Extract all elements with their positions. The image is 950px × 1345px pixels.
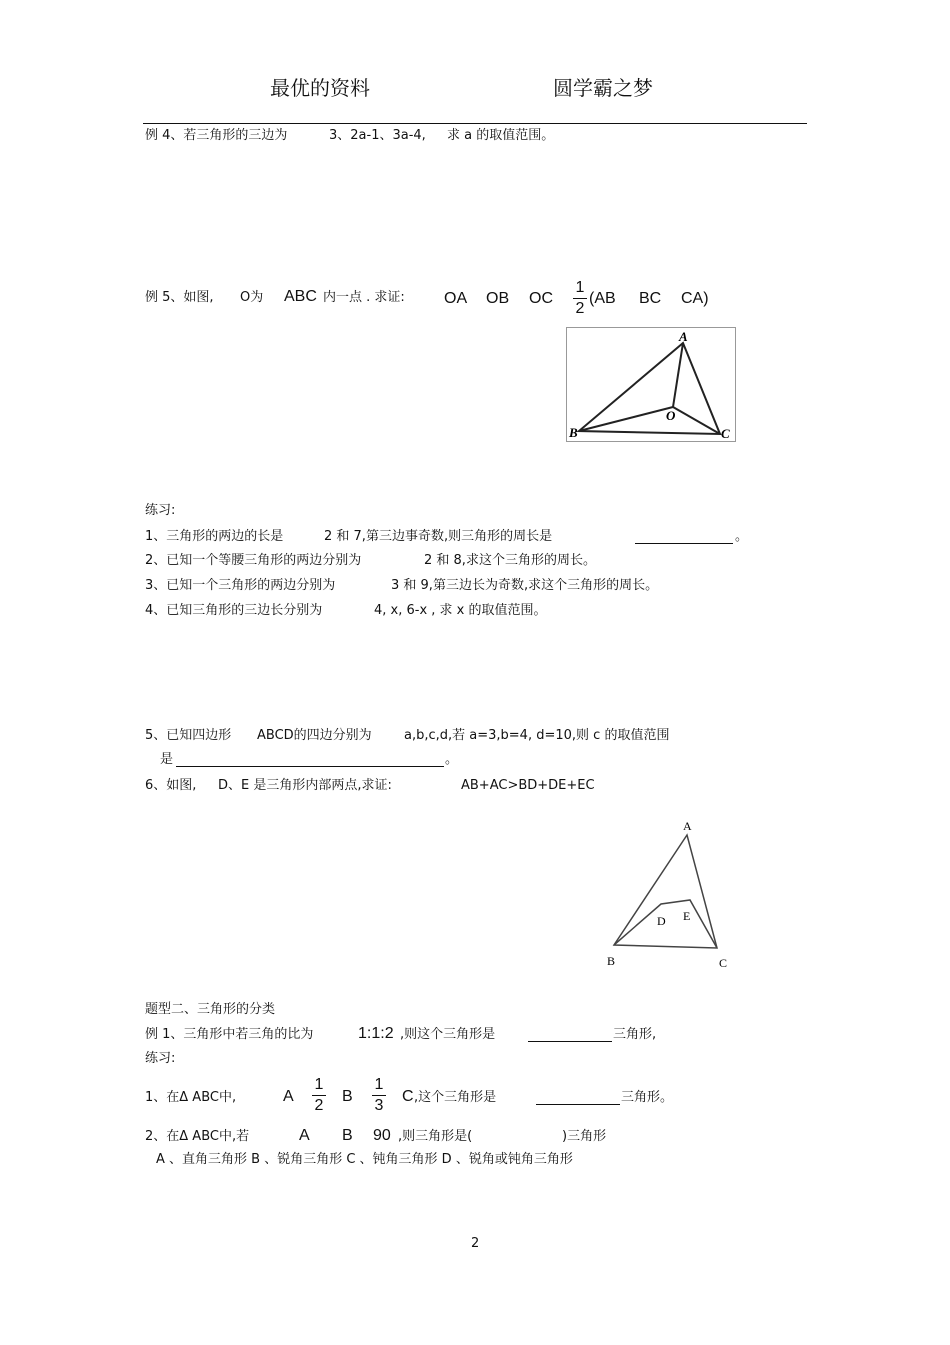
section2-q2-angle-a: A bbox=[299, 1127, 310, 1144]
section2-ex1-a: 例 1、三角形中若三角的比为 bbox=[145, 1027, 314, 1042]
triangle-abc bbox=[579, 343, 720, 434]
section2-title: 题型二、三角形的分类 bbox=[145, 1002, 276, 1017]
ex5-ca: CA) bbox=[681, 290, 709, 307]
practice-5-b: ABCD的四边分别为 bbox=[257, 728, 372, 743]
practice-5-blank bbox=[176, 766, 444, 767]
ex5-mid: 内一点 . 求证: bbox=[323, 290, 405, 305]
ex5-abc: ABC bbox=[284, 288, 317, 305]
section2-ex1-ratio: 1:1:2 bbox=[358, 1025, 394, 1042]
q1-frac2-num: 1 bbox=[374, 1076, 384, 1093]
section2-q1-blank bbox=[536, 1104, 620, 1105]
q1-frac2-den: 3 bbox=[374, 1097, 384, 1114]
header-right: 圆学霸之梦 bbox=[553, 76, 653, 100]
ex4-values: 3、2a-1、3a-4, bbox=[329, 128, 426, 143]
ex5-ob: OB bbox=[486, 290, 510, 307]
section2-q1-angle-a: A bbox=[283, 1088, 294, 1105]
ex4-prefix: 例 4、若三角形的三边为 bbox=[145, 128, 288, 143]
section2-q1-fraction-2 bbox=[372, 1076, 386, 1115]
label-a-2: A bbox=[683, 819, 692, 833]
practice-title: 练习: bbox=[145, 503, 176, 518]
ex5-oc: OC bbox=[529, 290, 553, 307]
ex5-frac-den: 2 bbox=[575, 300, 585, 317]
section2-q1-angle-b: B bbox=[342, 1088, 353, 1105]
label-a: A bbox=[679, 329, 688, 344]
label-b: B bbox=[569, 425, 578, 440]
section2-q2-90: 90 bbox=[373, 1127, 391, 1144]
section2-q2-angle-b: B bbox=[342, 1127, 353, 1144]
segment-co bbox=[673, 407, 720, 434]
figure-frame bbox=[567, 328, 736, 442]
practice-3-a: 3、已知一个三角形的两边分别为 bbox=[145, 578, 336, 593]
segment-ao bbox=[673, 343, 683, 407]
section2-q2-c: )三角形 bbox=[562, 1129, 607, 1144]
section2-q2-b: ,则三角形是( bbox=[398, 1129, 473, 1144]
ex5-o: O为 bbox=[240, 290, 264, 305]
label-o: O bbox=[666, 408, 676, 423]
practice-1-b: 2 和 7,第三边事奇数,则三角形的周长是 bbox=[324, 529, 553, 544]
section2-q1-angle-c: C bbox=[402, 1088, 414, 1105]
ex5-ab: (AB bbox=[589, 290, 616, 307]
practice-2-b: 2 和 8,求这个三角形的周长。 bbox=[424, 553, 596, 568]
practice-1-blank bbox=[635, 543, 733, 544]
practice-6-b: D、E 是三角形内部两点,求证: bbox=[218, 778, 392, 793]
q1-frac1-bar bbox=[312, 1095, 326, 1096]
practice-4-b: 4, x, 6-x , 求 x 的取值范围。 bbox=[374, 603, 547, 618]
page-number: 2 bbox=[471, 1236, 480, 1251]
practice-1-end: 。 bbox=[735, 529, 749, 544]
ex5-frac-num: 1 bbox=[575, 279, 585, 296]
section2-q1-fraction-1 bbox=[312, 1076, 326, 1115]
label-c: C bbox=[721, 426, 730, 441]
triangle-figure-o bbox=[566, 327, 736, 442]
ex5-fraction bbox=[573, 279, 587, 318]
label-c-2: C bbox=[719, 956, 728, 970]
practice-4-a: 4、已知三角形的三边长分别为 bbox=[145, 603, 323, 618]
ex5-bc: BC bbox=[639, 290, 662, 307]
triangle-figure-de bbox=[600, 815, 740, 975]
section2-ex1-b: ,则这个三角形是 bbox=[400, 1027, 496, 1042]
header-rule bbox=[143, 123, 807, 124]
section2-q1-b: ,这个三角形是 bbox=[414, 1090, 497, 1105]
section2-q2-a: 2、在Δ ABC中,若 bbox=[145, 1129, 250, 1144]
ex5-frac-bar bbox=[573, 298, 587, 299]
label-b-2: B bbox=[607, 954, 616, 968]
practice-5-c: a,b,c,d,若 a=3,b=4, d=10,则 c 的取值范围 bbox=[404, 728, 670, 743]
label-d: D bbox=[657, 914, 666, 928]
q1-frac1-num: 1 bbox=[314, 1076, 324, 1093]
practice-5-end: 。 bbox=[445, 752, 459, 767]
practice-6-c: AB+AC>BD+DE+EC bbox=[461, 778, 595, 793]
section2-q2-options: A 、直角三角形 B 、锐角三角形 C 、钝角三角形 D 、锐角或钝角三角形 bbox=[156, 1152, 573, 1167]
label-e: E bbox=[683, 909, 691, 923]
practice-3-b: 3 和 9,第三边长为奇数,求这个三角形的周长。 bbox=[391, 578, 659, 593]
q1-frac1-den: 2 bbox=[314, 1097, 324, 1114]
q1-frac2-bar bbox=[372, 1095, 386, 1096]
section2-practice-title: 练习: bbox=[145, 1051, 176, 1066]
ex4-suffix: 求 a 的取值范围。 bbox=[447, 128, 555, 143]
header-left: 最优的资料 bbox=[270, 76, 370, 100]
section2-q1-a: 1、在Δ ABC中, bbox=[145, 1090, 237, 1105]
section2-ex1-blank bbox=[528, 1041, 612, 1042]
ex5-prefix: 例 5、如图, bbox=[145, 290, 214, 305]
practice-1-a: 1、三角形的两边的长是 bbox=[145, 529, 284, 544]
practice-6-a: 6、如图, bbox=[145, 778, 197, 793]
section2-ex1-c: 三角形, bbox=[613, 1027, 657, 1042]
practice-5-d: 是 bbox=[160, 752, 174, 767]
practice-2-a: 2、已知一个等腰三角形的两边分别为 bbox=[145, 553, 362, 568]
section2-q1-c: 三角形。 bbox=[621, 1090, 674, 1105]
practice-5-a: 5、已知四边形 bbox=[145, 728, 232, 743]
ex5-oa: OA bbox=[444, 290, 468, 307]
